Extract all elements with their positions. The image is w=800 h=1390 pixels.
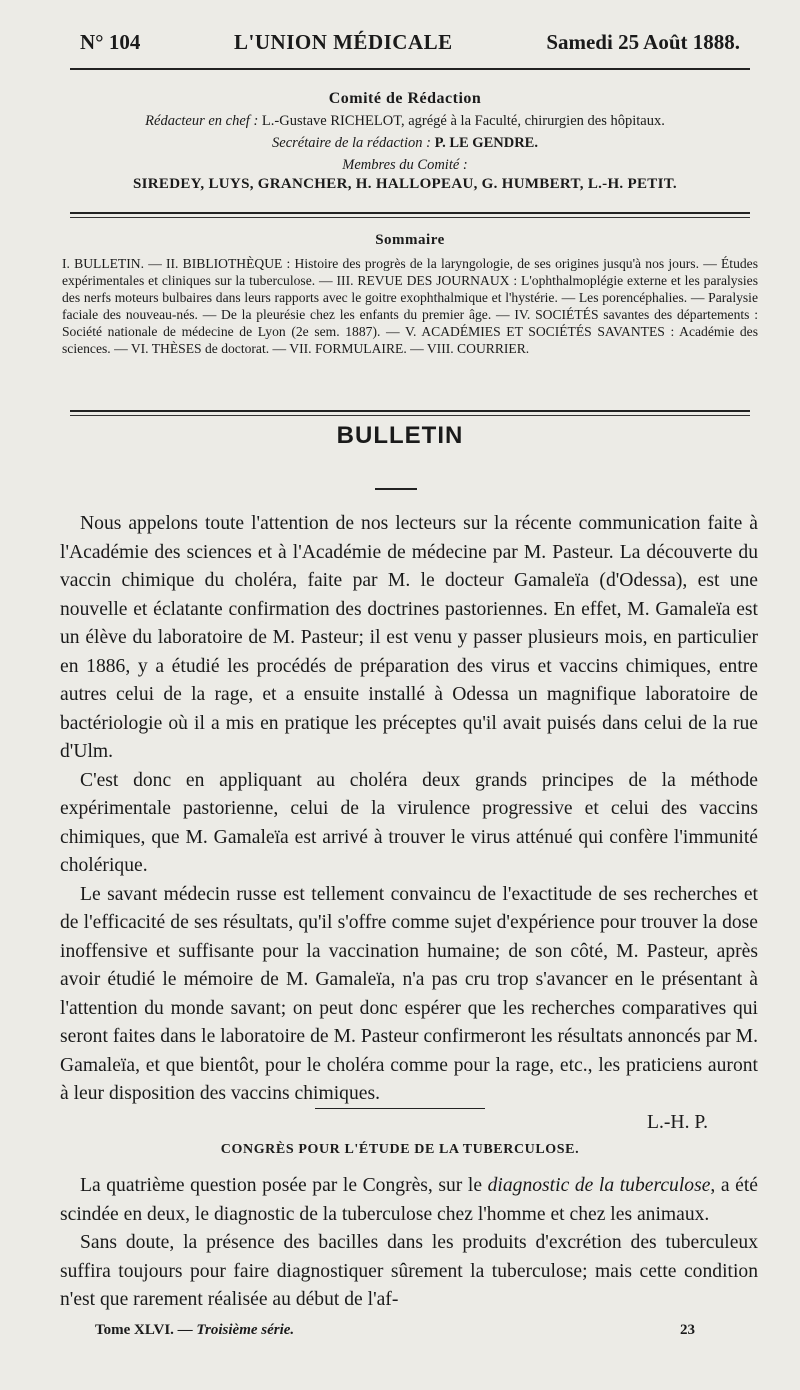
congres-paragraph-2: Sans doute, la présence des bacilles dans les produits d'excrétion des tuberculeux suffira toujours pour faire diagnostiquer sûrement la tuberculose; mais cette condition n'est que rarement réalisée au début de l'af- bbox=[60, 1232, 758, 1310]
bulletin-paragraph: Nous appelons toute l'attention de nos lecteurs sur la récente communication faite à l'Académie des sciences et à l'Académie de médecine par M. Pasteur. La découverte du vaccin chimique du choléra, faite par M. le docteur Gamaleïa (d'Odessa), est une nouvelle et éclatante confirmation des doctrines pastoriennes. En effet, M. Gamaleïa est un élève du laboratoire de M. Pasteur; il est venu y passer plusieurs mois, en particulier en 1886, y a étudié les procédés de préparation des virus et vaccins chimiques, entre autres celui de la rage, et a ensuite installé à Odessa un magnifique laboratoire de bactériologie où il a mis en pratique les préceptes qu'il avait puisés dans celui de la rue d'Ulm. bbox=[60, 513, 758, 762]
header-rule bbox=[70, 68, 750, 70]
congres-paragraph-1 bbox=[60, 1172, 758, 1229]
bulletin-heading: BULLETIN bbox=[336, 422, 464, 449]
committee-rule-thin bbox=[70, 217, 750, 218]
issue-date: Samedi 25 Août 1888. bbox=[546, 30, 740, 54]
editorial-committee bbox=[60, 90, 750, 193]
congres-heading: CONGRÈS POUR L'ÉTUDE DE LA TUBERCULOSE. bbox=[220, 1142, 580, 1157]
sommaire-text: I. BULLETIN. — II. BIBLIOTHÈQUE : Histoire des progrès de la laryngologie, de ses origines jusqu'à nos jours. — Études expérimentales et cliniques sur la tuberculose. — III. REVUE DES JOURNAUX : L'ophthalmoplégie externe et les paralysies des nerfs moteurs bulbaires dans leurs rapports avec le goitre exophthalmique et l'hystérie. — Les porencéphalies. — Paralysie faciale des nouveau-nés. — De la pleurésie chez les enfants du premier âge. — IV. SOCIÉTÉS savantes des départements : Société nationale de médecine de Lyon (2e sem. 1887). — V. ACADÉMIES ET SOCIÉTÉS SAVANTES : Académie des sciences. — VI. THÈSES de doctorat. — VII. FORMULAIRE. — VIII. COURRIER. bbox=[62, 256, 758, 356]
section-divider bbox=[315, 1108, 485, 1109]
bulletin-signature: L.-H. P. bbox=[647, 1111, 708, 1133]
editor-line bbox=[60, 113, 750, 130]
congres-italic-term: diagnostic de la tuberculose bbox=[487, 1175, 711, 1196]
sommaire-rule bbox=[70, 410, 750, 412]
congres-text: , a été scindée en deux, le diagnostic de la tuberculose chez l'homme et chez les animaux. bbox=[60, 1175, 758, 1225]
table-of-contents bbox=[62, 232, 758, 357]
editor-label: Rédacteur en chef : bbox=[145, 113, 259, 129]
tome-label: Tome XLVI. — bbox=[95, 1322, 197, 1338]
issue-number: N° 104 bbox=[80, 30, 141, 54]
committee-members: SIREDEY, LUYS, GRANCHER, H. HALLOPEAU, G. HUMBERT, L.-H. PETIT. bbox=[132, 176, 677, 192]
sommaire-rule-thin bbox=[70, 415, 750, 416]
congres-body bbox=[60, 1172, 758, 1315]
bulletin-body bbox=[60, 510, 758, 1137]
editor-text: L.-Gustave RICHELOT, agrégé à la Faculté, chirurgien des hôpitaux. bbox=[261, 113, 665, 129]
journal-title: L'UNION MÉDICALE bbox=[234, 30, 453, 54]
sommaire-title: Sommaire bbox=[375, 232, 445, 248]
page-footer bbox=[95, 1322, 695, 1339]
series-label: Troisième série. bbox=[196, 1322, 295, 1338]
bulletin-paragraph: C'est donc en appliquant au choléra deux grands principes de la méthode expérimentale pastorienne, celui de la virulence progressive et celui des vaccins chimiques, que M. Gamaleïa est arrivé à trouver le virus atténué qui confère l'immunité cholérique. bbox=[60, 769, 758, 876]
members-label-line bbox=[60, 157, 750, 174]
secretary-label: Secrétaire de la rédaction : bbox=[272, 135, 431, 151]
bulletin-underline bbox=[375, 488, 417, 490]
members-label: Membres du Comité : bbox=[342, 157, 468, 173]
page-header bbox=[80, 30, 740, 55]
committee-title: Comité de Rédaction bbox=[328, 90, 482, 107]
secretary-name: P. LE GENDRE. bbox=[434, 135, 538, 151]
bulletin-paragraph: Le savant médecin russe est tellement convaincu de l'exactitude de ses recherches et de l'efficacité de ses résultats, qu'il s'offre comme sujet d'expérience pour trouver la dose inoffensive et suffisante pour la vaccination humaine; de son côté, M. Pasteur, après avoir étudié le mémoire de M. Gamaleïa, n'a pas cru trop s'avancer en le présentant à l'attention du monde savant; on peut donc espérer que les recherches comparatives qui seront faites dans le laboratoire de M. Pasteur confirmeront les résultats annoncés par M. Gamaleïa, et que bientôt, pour le choléra comme pour la rage, etc., les praticiens auront à leur disposition des vaccins chimiques. bbox=[60, 883, 758, 1104]
secretary-line bbox=[60, 135, 750, 152]
congres-text: La quatrième question posée par le Congrès, sur le bbox=[80, 1175, 488, 1196]
page-number: 23 bbox=[680, 1322, 695, 1338]
committee-rule bbox=[70, 212, 750, 214]
tome-info bbox=[95, 1322, 294, 1339]
